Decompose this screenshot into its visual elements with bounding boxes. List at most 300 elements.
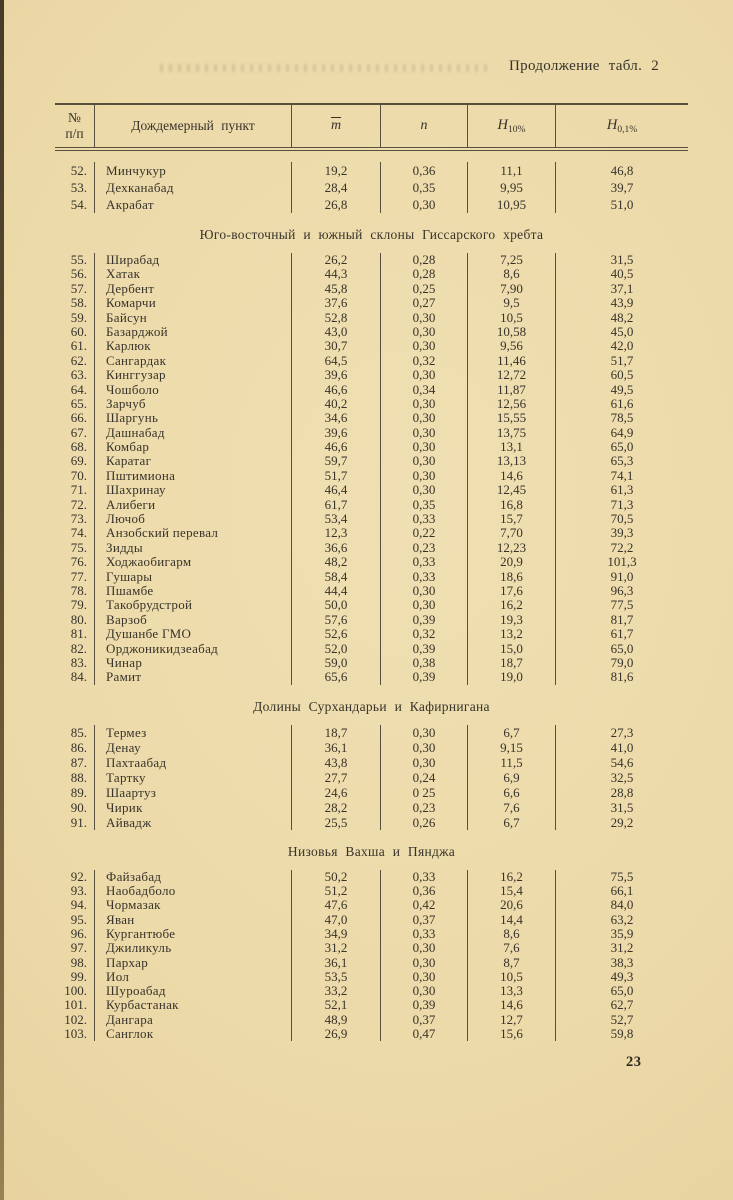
h10-value: 16,8 — [468, 498, 556, 512]
station-name: Пахтаабад — [95, 755, 292, 770]
station-name: Анзобский перевал — [95, 526, 292, 540]
station-name: Акрабат — [95, 196, 292, 213]
h01-value: 75,5 — [610, 869, 634, 884]
row-number: 69. — [55, 454, 95, 468]
page-number: 23 — [626, 1054, 642, 1070]
m-value: 27,7 — [292, 770, 381, 785]
table-section — [55, 253, 688, 685]
h10-value: 7,25 — [468, 253, 556, 267]
m-value: 65,6 — [292, 670, 381, 684]
row-number: 85. — [55, 725, 95, 740]
m-value: 40,2 — [292, 397, 381, 411]
section-title: Юго-восточный и южный склоны Гиссарского хребта — [199, 227, 544, 242]
h10-value: 14,6 — [468, 998, 556, 1012]
row-number: 75. — [55, 541, 95, 555]
row-number: 94. — [55, 898, 95, 912]
h01-value: 31,2 — [610, 941, 634, 956]
h10-value: 11,87 — [468, 383, 556, 397]
n-value: 0,33 — [381, 927, 468, 941]
n-value: 0,30 — [381, 397, 468, 411]
row-number: 73. — [55, 512, 95, 526]
row-number: 63. — [55, 368, 95, 382]
station-name: Иол — [95, 970, 292, 984]
h10-value: 8,7 — [468, 956, 556, 970]
row-number: 61. — [55, 339, 95, 353]
h10-value: 7,70 — [468, 526, 556, 540]
row-number: 93. — [55, 884, 95, 898]
row-number: 58. — [55, 296, 95, 310]
m-value: 39,6 — [292, 368, 381, 382]
section-title: Долины Сурхандарьи и Кафирнигана — [253, 698, 490, 714]
station-name: Наобадболо — [95, 884, 292, 898]
station-name: Рамит — [95, 670, 292, 684]
station-name: Яван — [95, 913, 292, 927]
m-value: 26,9 — [292, 1027, 381, 1041]
h10-value: 13,13 — [468, 454, 556, 468]
n-value: 0,30 — [381, 984, 468, 998]
h01-value: 59,8 — [610, 1026, 634, 1041]
m-value: 57,6 — [292, 613, 381, 627]
h10-value: 9,56 — [468, 339, 556, 353]
h01-value: 65,3 — [610, 454, 634, 469]
station-name: Шуроабад — [95, 984, 292, 998]
m-value: 26,2 — [292, 253, 381, 267]
station-name: Такобрудстрой — [95, 598, 292, 612]
row-number: 67. — [55, 426, 95, 440]
h10-value: 13,3 — [468, 984, 556, 998]
h10-value: 20,9 — [468, 555, 556, 569]
station-name: Чирик — [95, 800, 292, 815]
row-number: 90. — [55, 800, 95, 815]
n-value: 0,37 — [381, 913, 468, 927]
page-edge-shadow — [0, 0, 4, 1200]
n-value: 0,30 — [381, 584, 468, 598]
m-value: 24,6 — [292, 785, 381, 800]
n-value: 0,30 — [381, 325, 468, 339]
h01-value: 28,8 — [610, 784, 634, 800]
h10-value: 17,6 — [468, 584, 556, 598]
n-value: 0,30 — [381, 598, 468, 612]
n-value: 0,39 — [381, 642, 468, 656]
station-name: Чинар — [95, 656, 292, 670]
h10-value: 7,6 — [468, 941, 556, 955]
h10-value: 20,6 — [468, 898, 556, 912]
h10-value: 7,6 — [468, 800, 556, 815]
h10-value: 6,9 — [468, 770, 556, 785]
m-value: 36,1 — [292, 956, 381, 970]
m-value: 46,6 — [292, 440, 381, 454]
m-value: 52,0 — [292, 642, 381, 656]
station-name: Комбар — [95, 440, 292, 454]
n-value: 0,33 — [381, 512, 468, 526]
row-number: 72. — [55, 498, 95, 512]
row-number: 81. — [55, 627, 95, 641]
h01-value: 51,0 — [610, 197, 634, 212]
h10-value: 11,5 — [468, 755, 556, 770]
station-name: Пархар — [95, 956, 292, 970]
row-number: 92. — [55, 870, 95, 884]
h10-value: 11,46 — [468, 354, 556, 368]
h01-value: 52,7 — [610, 1012, 634, 1027]
row-number: 103. — [55, 1027, 95, 1041]
station-name: Орджоникидзеабад — [95, 642, 292, 656]
column-header-n: n — [381, 105, 468, 147]
n-value: 0,35 — [381, 179, 468, 196]
m-value: 59,0 — [292, 656, 381, 670]
column-header-m: $\overline{m}$ — [292, 105, 381, 147]
row-number: 84. — [55, 670, 95, 684]
row-number: 78. — [55, 584, 95, 598]
m-value: 36,1 — [292, 740, 381, 755]
m-value: 48,9 — [292, 1013, 381, 1027]
m-value: 37,6 — [292, 296, 381, 310]
m-value: 44,3 — [292, 267, 381, 281]
m-value: 43,8 — [292, 755, 381, 770]
h10-value: 16,2 — [468, 870, 556, 884]
station-name: Алибеги — [95, 498, 292, 512]
h01-value: 43,9 — [610, 296, 634, 311]
row-number: 55. — [55, 253, 95, 267]
n-value: 0,30 — [381, 755, 468, 770]
h01-value: 49,3 — [610, 969, 634, 984]
station-name: Денау — [95, 740, 292, 755]
m-value: 28,2 — [292, 800, 381, 815]
h01-value: 72,2 — [610, 540, 634, 555]
h10-value: 15,6 — [468, 1027, 556, 1041]
row-number: 54. — [55, 196, 95, 213]
h01-value: 91,0 — [610, 569, 634, 584]
h01-value: 60,5 — [610, 368, 634, 383]
station-name: Курбастанак — [95, 998, 292, 1012]
h10-value: 12,72 — [468, 368, 556, 382]
h01-value: 64,9 — [610, 425, 634, 440]
h01-value: 54,6 — [610, 754, 634, 770]
n-value: 0,37 — [381, 1013, 468, 1027]
n-value: 0,39 — [381, 613, 468, 627]
row-number: 97. — [55, 941, 95, 955]
table-section — [55, 870, 688, 1042]
m-value: 46,4 — [292, 483, 381, 497]
table-section — [55, 725, 688, 830]
station-name: Дашнабад — [95, 426, 292, 440]
station-name: Шахринау — [95, 483, 292, 497]
n-value: 0,27 — [381, 296, 468, 310]
station-name: Комарчи — [95, 296, 292, 310]
h01-value: 31,5 — [610, 799, 634, 815]
h10-value: 13,2 — [468, 627, 556, 641]
h10-value: 13,1 — [468, 440, 556, 454]
h01-value: 65,0 — [610, 641, 634, 656]
station-name: Шаартуз — [95, 785, 292, 800]
h10-value: 8,6 — [468, 267, 556, 281]
h10-value: 19,3 — [468, 613, 556, 627]
column-header-station: Дождемерный пункт — [95, 105, 292, 147]
h01-value: 48,2 — [610, 310, 634, 325]
h10-value: 19,0 — [468, 670, 556, 684]
m-value: 19,2 — [292, 162, 381, 179]
n-value: 0,30 — [381, 970, 468, 984]
h01-value: 70,5 — [610, 512, 634, 527]
station-name: Чошболо — [95, 383, 292, 397]
n-value: 0,39 — [381, 998, 468, 1012]
n-value: 0,42 — [381, 898, 468, 912]
h01-value: 37,1 — [610, 281, 634, 296]
row-number: 68. — [55, 440, 95, 454]
row-number: 100. — [55, 984, 95, 998]
h10-value: 12,23 — [468, 541, 556, 555]
station-name: Дербент — [95, 282, 292, 296]
n-value: 0,30 — [381, 956, 468, 970]
row-number: 74. — [55, 526, 95, 540]
column-header-h01: $H_{0,1\%}$ — [606, 117, 638, 135]
station-name: Ходжаобигарм — [95, 555, 292, 569]
h01-value: 74,1 — [610, 468, 634, 483]
n-value: 0,33 — [381, 870, 468, 884]
h01-value: 42,0 — [610, 339, 634, 354]
station-name: Варзоб — [95, 613, 292, 627]
row-number: 57. — [55, 282, 95, 296]
m-value: 44,4 — [292, 584, 381, 598]
n-value: 0,30 — [381, 426, 468, 440]
h10-value: 12,7 — [468, 1013, 556, 1027]
row-number: 60. — [55, 325, 95, 339]
h10-value: 18,7 — [468, 656, 556, 670]
h01-value: 29,2 — [610, 814, 634, 830]
row-number: 88. — [55, 770, 95, 785]
n-value: 0,30 — [381, 941, 468, 955]
h10-value: 10,58 — [468, 325, 556, 339]
row-number: 95. — [55, 913, 95, 927]
m-value: 53,5 — [292, 970, 381, 984]
row-number: 79. — [55, 598, 95, 612]
station-name: Айвадж — [95, 815, 292, 830]
row-number: 76. — [55, 555, 95, 569]
h10-value: 9,5 — [468, 296, 556, 310]
station-name: Санглок — [95, 1027, 292, 1041]
station-name: Пштимиона — [95, 469, 292, 483]
n-value: 0,26 — [381, 815, 468, 830]
h10-value: 7,90 — [468, 282, 556, 296]
row-number: 80. — [55, 613, 95, 627]
n-value: 0,47 — [381, 1027, 468, 1041]
h01-value: 61,7 — [610, 627, 634, 642]
n-value: 0,24 — [381, 770, 468, 785]
table-body — [55, 154, 688, 1041]
h01-value: 51,7 — [610, 353, 634, 368]
n-value: 0,35 — [381, 498, 468, 512]
h01-value: 71,3 — [610, 497, 634, 512]
row-number: 53. — [55, 179, 95, 196]
m-value: 64,5 — [292, 354, 381, 368]
m-value: 43,0 — [292, 325, 381, 339]
h01-value: 65,0 — [610, 440, 634, 455]
row-number: 70. — [55, 469, 95, 483]
row-number: 66. — [55, 411, 95, 425]
station-name: Лючоб — [95, 512, 292, 526]
column-header-number-line2: п/п — [65, 126, 84, 141]
row-number: 59. — [55, 311, 95, 325]
m-value: 18,7 — [292, 725, 381, 740]
n-value: 0,28 — [381, 253, 468, 267]
n-value: 0,30 — [381, 311, 468, 325]
h01-value: 65,0 — [610, 984, 634, 999]
n-value: 0,33 — [381, 570, 468, 584]
station-name: Зарчуб — [95, 397, 292, 411]
table-section — [55, 162, 688, 213]
row-number: 91. — [55, 815, 95, 830]
m-value: 58,4 — [292, 570, 381, 584]
h10-value: 9,15 — [468, 740, 556, 755]
h10-value: 16,2 — [468, 598, 556, 612]
m-value: 50,2 — [292, 870, 381, 884]
n-value: 0,30 — [381, 411, 468, 425]
row-number: 82. — [55, 642, 95, 656]
m-value: 45,8 — [292, 282, 381, 296]
row-number: 99. — [55, 970, 95, 984]
h01-value: 66,1 — [610, 884, 634, 899]
n-value: 0,38 — [381, 656, 468, 670]
station-name: Базарджой — [95, 325, 292, 339]
m-value: 36,6 — [292, 541, 381, 555]
m-value: 61,7 — [292, 498, 381, 512]
station-name: Байсун — [95, 311, 292, 325]
m-value: 33,2 — [292, 984, 381, 998]
h01-value: 31,5 — [610, 253, 634, 267]
station-name: Шаргунь — [95, 411, 292, 425]
n-value: 0,30 — [381, 454, 468, 468]
column-header-number — [55, 105, 95, 147]
h10-value: 6,6 — [468, 785, 556, 800]
station-name: Гушары — [95, 570, 292, 584]
h01-value: 79,0 — [610, 655, 634, 670]
row-number: 71. — [55, 483, 95, 497]
row-number: 83. — [55, 656, 95, 670]
h10-value: 8,6 — [468, 927, 556, 941]
n-value: 0,32 — [381, 354, 468, 368]
m-value: 34,6 — [292, 411, 381, 425]
n-value: 0,30 — [381, 196, 468, 213]
h01-value: 35,9 — [610, 926, 634, 941]
n-value: 0,30 — [381, 339, 468, 353]
station-name: Дангара — [95, 1013, 292, 1027]
station-name: Ширабад — [95, 253, 292, 267]
station-name: Сангардак — [95, 354, 292, 368]
h01-value: 38,3 — [610, 955, 634, 970]
h01-value: 61,6 — [610, 396, 634, 411]
row-number: 52. — [55, 162, 95, 179]
section-title: Низовья Вахша и Пянджа — [287, 843, 456, 859]
m-value: 47,0 — [292, 913, 381, 927]
m-value: 26,8 — [292, 196, 381, 213]
row-number: 64. — [55, 383, 95, 397]
station-name: Файзабад — [95, 870, 292, 884]
station-name: Карлюк — [95, 339, 292, 353]
h10-value: 11,1 — [468, 162, 556, 179]
station-name: Дехканабад — [95, 179, 292, 196]
h01-value: 78,5 — [610, 411, 634, 426]
h10-value: 6,7 — [468, 815, 556, 830]
h10-value: 15,7 — [468, 512, 556, 526]
m-value: 28,4 — [292, 179, 381, 196]
column-header-h10: $H_{10\%}$ — [468, 105, 556, 147]
h01-value: 77,5 — [610, 598, 634, 613]
h10-value: 9,95 — [468, 179, 556, 196]
n-value: 0 25 — [381, 785, 468, 800]
n-value: 0,39 — [381, 670, 468, 684]
m-value: 34,9 — [292, 927, 381, 941]
row-number: 62. — [55, 354, 95, 368]
h10-value: 15,4 — [468, 884, 556, 898]
station-name: Душанбе ГМО — [95, 627, 292, 641]
h01-value: 61,3 — [610, 483, 634, 498]
row-number: 96. — [55, 927, 95, 941]
h10-value: 15,0 — [468, 642, 556, 656]
row-number: 98. — [55, 956, 95, 970]
m-value: 48,2 — [292, 555, 381, 569]
row-number: 101. — [55, 998, 95, 1012]
h01-value: 39,7 — [610, 180, 634, 195]
m-value: 53,4 — [292, 512, 381, 526]
n-value: 0,30 — [381, 440, 468, 454]
h10-value: 13,75 — [468, 426, 556, 440]
h10-value: 14,4 — [468, 913, 556, 927]
row-number: 77. — [55, 570, 95, 584]
m-value: 39,6 — [292, 426, 381, 440]
m-value: 50,0 — [292, 598, 381, 612]
m-value: 12,3 — [292, 526, 381, 540]
row-number: 86. — [55, 740, 95, 755]
h01-value: 41,0 — [610, 739, 634, 755]
h01-value: 81,6 — [610, 670, 634, 685]
h10-value: 6,7 — [468, 725, 556, 740]
station-name: Кинггузар — [95, 368, 292, 382]
m-value: 52,1 — [292, 998, 381, 1012]
n-value: 0,33 — [381, 555, 468, 569]
m-value: 30,7 — [292, 339, 381, 353]
h01-value: 81,7 — [610, 612, 634, 627]
n-value: 0,34 — [381, 383, 468, 397]
m-value: 25,5 — [292, 815, 381, 830]
h01-value: 49,5 — [610, 382, 634, 397]
h01-value: 39,3 — [610, 526, 634, 541]
h01-value: 63,2 — [610, 912, 634, 927]
station-name: Зидды — [95, 541, 292, 555]
station-name: Кургантюбе — [95, 927, 292, 941]
h01-value: 32,5 — [610, 769, 634, 785]
station-name: Минчукур — [95, 162, 292, 179]
column-header-number-line1: № — [68, 109, 81, 125]
station-name: Каратаг — [95, 454, 292, 468]
n-value: 0,28 — [381, 267, 468, 281]
station-name: Чормазак — [95, 898, 292, 912]
station-name: Термез — [95, 725, 292, 740]
n-value: 0,30 — [381, 725, 468, 740]
h10-value: 15,55 — [468, 411, 556, 425]
row-number: 56. — [55, 267, 95, 281]
station-name: Хатак — [95, 267, 292, 281]
n-value: 0,30 — [381, 740, 468, 755]
h10-value: 10,5 — [468, 970, 556, 984]
m-value: 59,7 — [292, 454, 381, 468]
row-number: 65. — [55, 397, 95, 411]
n-value: 0,30 — [381, 368, 468, 382]
row-number: 102. — [55, 1013, 95, 1027]
n-value: 0,22 — [381, 526, 468, 540]
station-name: Тартку — [95, 770, 292, 785]
n-value: 0,23 — [381, 800, 468, 815]
print-bleed-artifact — [160, 64, 490, 72]
station-name: Пшамбе — [95, 584, 292, 598]
